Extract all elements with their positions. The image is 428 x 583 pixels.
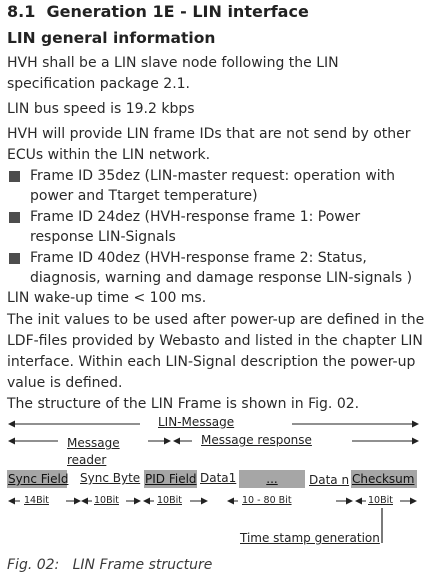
paragraph-init-values: The init values to be used after power-up are defined in the LDF-files provided by Webasto and listed in the chapter LIN interface. Within each LIN-Signal description the power-up value is defined. — [7, 312, 425, 391]
caption-label: Fig. 02: — [7, 557, 60, 573]
field-sync-byte: Sync Byte — [80, 471, 141, 485]
section-title: Generation 1E - LIN interface — [46, 2, 309, 21]
section-number: 8.1 — [7, 2, 36, 21]
field-data1: Data1 — [200, 471, 237, 485]
bits-checksum: 10Bit — [368, 495, 393, 506]
field-sync-field: Sync Field — [8, 472, 69, 486]
field-data-ellipsis: ... — [239, 470, 305, 488]
timestamp-label: Time stamp generation — [240, 531, 380, 545]
message-response-label: Message response — [201, 433, 312, 447]
field-data-n: Data n — [309, 473, 350, 487]
paragraph-structure: The structure of the LIN Frame is shown in Fig. 02. — [7, 396, 360, 412]
list-item-text: Frame ID 24dez (HVH-response frame 1: Power response LIN-Signals — [30, 209, 361, 245]
bits-sync-field: 14Bit — [24, 495, 49, 506]
paragraph-wakeup: LIN wake-up time < 100 ms. — [7, 290, 207, 306]
list-item-text: Frame ID 40dez (HVH-response frame 2: Status, diagnosis, warning and damage response LIN-signals ) — [30, 250, 413, 286]
list-item-text: Frame ID 35dez (LIN-master request: operation with power and Ttarget temperature) — [30, 168, 396, 204]
field-checksum: Checksum — [351, 470, 417, 488]
paragraph-slave: HVH shall be a LIN slave node following the LIN specification package 2.1. — [7, 55, 339, 92]
lin-message-label: LIN-Message — [158, 415, 235, 429]
subheading: LIN general information — [7, 29, 216, 47]
paragraph-frame-ids: HVH will provide LIN frame IDs that are not send by other ECUs within the LIN network. — [7, 126, 411, 163]
bits-sync-byte: 10Bit — [94, 495, 119, 506]
bits-data: 10 - 80 Bit — [242, 495, 292, 506]
figure-caption — [7, 557, 212, 573]
paragraph-speed: LIN bus speed is 19.2 kbps — [7, 101, 195, 117]
field-pid-field: PID Field — [145, 472, 197, 486]
caption-text: LIN Frame structure — [72, 557, 213, 573]
message-header-label: Message reader — [67, 436, 120, 467]
bits-pid-field: 10Bit — [157, 495, 182, 506]
